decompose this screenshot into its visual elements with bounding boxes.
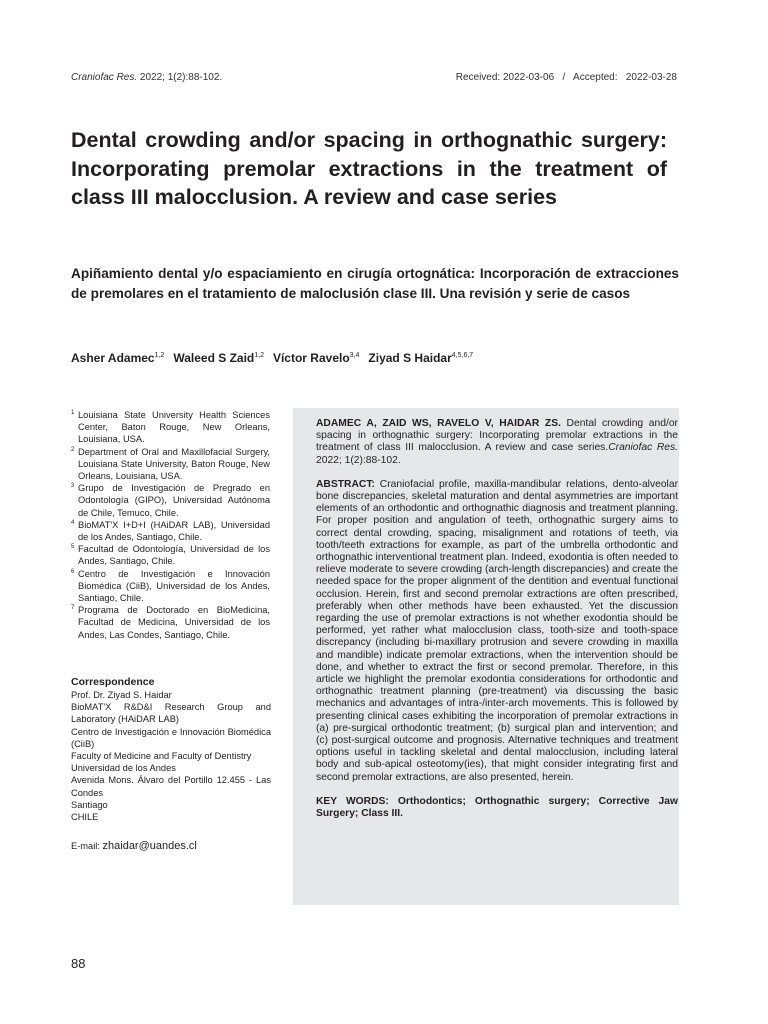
affiliation-text: Grupo de Investigación de Pregrado en Odontología (GIPO), Universidad Autónoma de Chile, Temuco, Chile. (78, 483, 270, 518)
article-title: Dental crowding and/or spacing in orthognathic surgery: Incorporating premolar extractions in the treatment of class III malocclusion. A review and case series (71, 128, 667, 209)
affiliation-item (71, 482, 270, 519)
affiliation-item (71, 568, 270, 605)
abstract (316, 479, 678, 784)
citation-authors: ADAMEC A, ZAID WS, RAVELO V, HAIDAR ZS. (316, 418, 561, 429)
author-list (71, 351, 482, 365)
abstract-label: ABSTRACT: (316, 478, 375, 490)
volume-info: 2022; 1(2):88-102. (137, 72, 223, 83)
affiliation-text: Department of Oral and Maxillofacial Surgery, Louisiana State University, Baton Rouge, New Orleans, Louisiana, USA. (78, 446, 270, 482)
article-subtitle-spanish: Apiñamiento dental y/o espaciamiento en cirugía ortognática: Incorporación de extracciones de premolares en el tratamiento de maloclusión clase III. Una revisión y serie de casos (71, 266, 679, 301)
author (368, 351, 473, 365)
affiliation-number: 5 (71, 544, 75, 551)
citation-ref: 2022; 1(2):88-102. (316, 454, 401, 466)
affiliation-item (71, 409, 270, 446)
correspondence-address (71, 689, 271, 823)
page-number: 88 (71, 956, 86, 971)
email-address: zhaidar@uandes.cl (102, 840, 197, 852)
author-affiliation-marker: 4,5,6,7 (451, 352, 474, 359)
author (71, 351, 164, 365)
correspondence-line: Universidad de los Andes (71, 763, 176, 774)
affiliation-text: Programa de Doctorado en BioMedicina, Facultad de Medicina, Universidad de los Andes, Las Condes, Santiago, Chile. (78, 605, 270, 640)
citation-journal: Craniofac Res. (608, 442, 678, 454)
affiliation-text: Facultad de Odontología, Universidad de los Andes, Santiago, Chile. (78, 544, 270, 567)
affiliation-text: BioMAT'X I+D+I (HAiDAR LAB), Universidad de los Andes, Santiago, Chile. (78, 519, 270, 543)
author-affiliation-marker: 1,2 (254, 352, 264, 359)
author-name: Ziyad S Haidar (368, 351, 452, 365)
affiliation-number: 1 (71, 410, 75, 416)
correspondence-line: Centro de Investigación e Innovación Biomédica (CiiB) (71, 726, 271, 749)
author-name: Asher Adamec (71, 351, 155, 365)
correspondence-heading: Correspondence (71, 676, 155, 688)
author (273, 351, 359, 365)
keywords (316, 796, 678, 820)
correspondence-line: CHILE (71, 812, 99, 823)
affiliation-item (71, 543, 270, 567)
affiliation-item (71, 446, 270, 483)
correspondence-line: BioMAT'X R&D&I Research Group and Laboratory (HAiDAR LAB) (71, 702, 271, 725)
affiliation-number: 3 (71, 483, 75, 490)
affiliation-text: Louisiana State University Health Sciences Center, Baton Rouge, New Orleans, Louisiana, USA. (78, 410, 270, 445)
affiliation-list (71, 409, 270, 641)
correspondence-line: Prof. Dr. Ziyad S. Haidar (71, 690, 172, 700)
received-accepted-dates: Received: 2022-03-06 / Accepted: 2022-03-28 (455, 72, 677, 83)
author-affiliation-marker: 1,2 (154, 352, 165, 359)
affiliation-number: 4 (71, 519, 75, 526)
affiliation-item (71, 519, 270, 543)
author-name: Waleed S Zaid (173, 351, 255, 365)
citation-text: Dental crowding and/or spacing in orthognathic surgery: Incorporating premolar extractions in the treatment of class III malocclusion. A review and case series. (316, 418, 678, 454)
journal-reference (71, 72, 222, 83)
correspondence-line: Faculty of Medicine and Faculty of Dentistry (71, 751, 252, 762)
author-name: Víctor Ravelo (272, 351, 350, 365)
journal-name: Craniofac Res. (71, 72, 138, 83)
correspondence-line: Avenida Mons. Álvaro del Portillo 12.455 - Las Condes (71, 775, 271, 798)
correspondence-email (71, 840, 197, 852)
affiliation-number: 7 (71, 605, 75, 612)
author (173, 351, 264, 365)
keywords-text: Orthodontics; Orthognathic surgery; Corrective Jaw Surgery; Class III. (316, 795, 679, 820)
affiliation-item (71, 604, 270, 641)
citation (316, 418, 678, 467)
affiliation-number: 2 (71, 446, 75, 453)
affiliation-text: Centro de Investigación e Innovación Biomédica (CiiB), Universidad de los Andes, Santiago, Chile. (78, 568, 270, 604)
affiliation-number: 6 (71, 568, 75, 575)
email-label: E-mail: (71, 841, 103, 851)
keywords-label: KEY WORDS: (316, 795, 389, 807)
abstract-box (293, 408, 679, 905)
author-affiliation-marker: 3,4 (349, 352, 360, 359)
correspondence-line: Santiago (71, 799, 108, 810)
abstract-text: Craniofacial profile, maxilla-mandibular relations, dento-alveolar bone discrepancies, skeletal maturation and dental asymmetries are important elements of an orthodontic and orthognathic diagnosis and treatment planning. For proper position and angulation of teeth, orthognathic surgery aims to correct dental crowding, spacing, misalignment and rotations of teeth, via tooth/teeth extractions for example, as part of the umbrella orthodontic and orthognathic interventional treatment plan. Indeed, exodontia is often needed to relieve moderate to severe crowding (arch-length discrepancies) and create the needed space for the proper alignment of the dentition and eventual functional occlusion. Herein, first and second premolar extractions are often prescribed, preferably when other methods have been exhausted. Yet the discussion regarding the use of premolar extractions is not whether exodontia should be performed, yet rather what malocclusion class, tooth-size and tooth-space discrepancy (including bi-maxillary protrusion and severe crowding in maxilla and mandible) indicate premolar extractions, when the intervention should be done, and whether to extract the first or second premolar. Therefore, in this article we highlight the premolar exodontia considerations for orthodontic and orthognathic treatment planning (pre-treatment) via discussing the basic mechanics and advantages of intra-/inter-arch movements. This is followed by presenting clinical cases exhibiting the incorporation of premolar extractions in (a) pre-surgical orthodontic treatment; (b) surgical plan and intervention; and (c) post-surgical outcome and prognosis. Alternative techniques and treatment options useful in tackling skeletal and dental malocclusion, including lateral body and sub-apical osteotomy(ies), that might consider integrating first and second premolar extractions, are also presented, herein. (316, 478, 678, 783)
